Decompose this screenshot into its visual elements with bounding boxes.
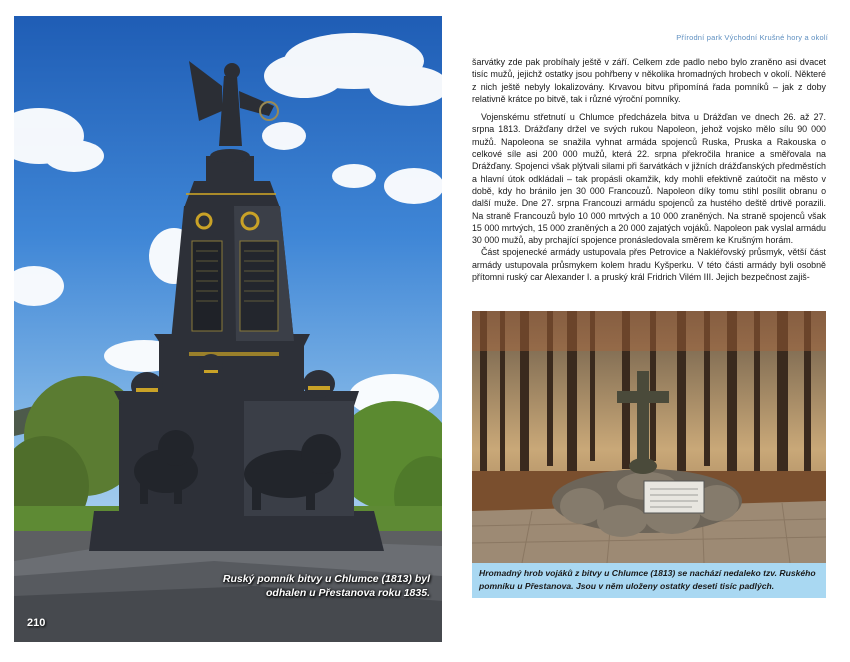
paragraph: Vojenskému střetnutí u Chlumce předcházela bitva u Drážďan ve dnech 26. až 27. srpna 1813. Drážďany držel ve svých rukou Napoleon, jehož vojsko mělo sílu 90 000 mužů. Napoleona se snažila vyhnat armáda spojenců Ruska, Pruska a Rakouska o celkové síle asi 200 000 mužů, která 22. srpna překročila hranice a směřovala na Drážďany. Spojenci však plýtvali silami při šarvátkách v jižních drážďanských předměstích a hlavní útok odkládali – tak propásli okamžik, kdy mohli efektivně zaútočit na město v době, kdy ho bránilo jen 30 000 Francouzů. Napoleon díky tomu stihl posílit obranu o další muže. Dne 27. srpna Francouzi armádu spojenců za hustého deště drtivě porazili. Na straně Francouzů bylo 10 000 mrtvých a 10 000 zraněných. Na straně spojenců však 15 000 mrtvých, 15 000 zraněných a 20 000 zajatých vojáků. Napoleon pak vyslal armádu 30 000 mužů, aby prchající spojence pronásledovala směrem ke Krušným horám.: [472, 112, 826, 246]
russian-monument-illustration: [14, 16, 442, 642]
page-number: 210: [27, 617, 46, 629]
forest-grave-illustration: [472, 311, 826, 563]
article-body: [472, 56, 826, 283]
monument-photo-caption: Ruský pomník bitvy u Chlumce (1813) byl odhalen u Přestanova roku 1835.: [222, 573, 430, 599]
paragraph: Část spojenecké armády ustupovala přes Petrovice a Nakléřovský průsmyk, větší část armády ustupovala průsmykem kolem hradu Kyšperku. V této části armády byli osobně přítomni ruský car Alexander I. a pruský král Fridrich Vilém III. Jejich bezpečnost zajiš-: [472, 247, 826, 283]
monument-photo: [14, 16, 442, 642]
running-head: Přírodní park Východní Krušné hory a okolí: [676, 33, 828, 42]
memorial-plaque: [644, 481, 704, 513]
grave-photo-caption: Hromadný hrob vojáků z bitvy u Chlumce (1813) se nachází nedaleko tzv. Ruského pomníku u Přestanova. Jsou v něm uloženy ostatky deseti tisíc padlých.: [472, 563, 826, 598]
paragraph: šarvátky zde pak probíhaly ještě v září. Celkem zde padlo nebo bylo zraněno asi dvacet tisíc mužů, jejichž ostatky jsou pohřbeny v několika hromadných hrobech v okolí. Některé z nich ještě nebyly lokalizovány. Krvavou bitvu připomíná řada pomníků – jak z doby relativně krátce po bitvě, tak i různé výroční pomníky.: [472, 57, 826, 104]
mass-grave-photo: [472, 311, 826, 563]
